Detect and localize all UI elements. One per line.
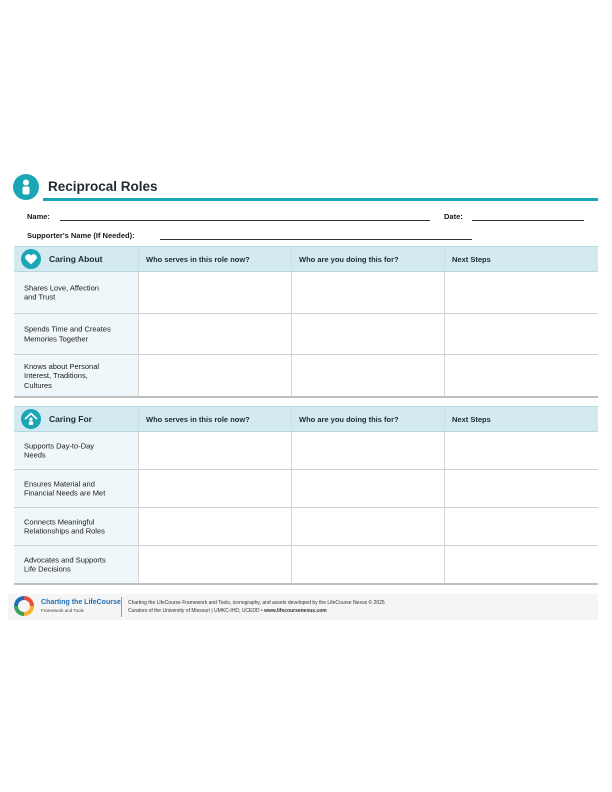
section-header-caring-about (14, 246, 598, 272)
footer (8, 594, 598, 620)
who-serves-cell[interactable] (138, 355, 292, 396)
page-title: Reciprocal Roles (48, 179, 158, 194)
table-row (14, 508, 598, 546)
row-label-cell (14, 470, 139, 507)
section-title: Caring For (49, 414, 92, 424)
row-label-cell (14, 355, 139, 396)
column-divider (138, 247, 139, 271)
row-label-cell (14, 272, 139, 313)
home-person-icon (21, 409, 41, 429)
column-header-who-for: Who are you doing this for? (299, 415, 399, 424)
section-divider (14, 583, 598, 585)
date-field[interactable] (472, 220, 584, 221)
row-label-cell (14, 508, 139, 545)
who-for-cell[interactable] (291, 546, 445, 583)
header-rule (43, 198, 598, 201)
section-title: Caring About (49, 254, 103, 264)
next-steps-cell[interactable] (444, 546, 597, 583)
next-steps-cell[interactable] (444, 355, 597, 396)
name-field[interactable] (60, 220, 430, 221)
table-row (14, 546, 598, 583)
column-divider (444, 247, 445, 271)
who-for-cell[interactable] (291, 470, 445, 507)
supporter-name-label: Supporter's Name (If Needed): (27, 231, 135, 240)
table-row (14, 314, 598, 355)
who-for-cell[interactable] (291, 272, 445, 313)
row-label-cell (14, 432, 139, 469)
column-divider (291, 247, 292, 271)
row-label: Supports Day-to-Day Needs (24, 441, 95, 460)
row-label: Connects Meaningful Relationships and Roles (24, 517, 105, 536)
column-header-who-serves: Who serves in this role now? (146, 415, 250, 424)
row-label-cell (14, 314, 139, 354)
column-header-next-steps: Next Steps (452, 415, 491, 424)
table-row (14, 355, 598, 396)
logo-name: Charting the LifeCourse (41, 599, 121, 606)
row-label-cell (14, 546, 139, 583)
footer-divider (121, 597, 122, 617)
who-serves-cell[interactable] (138, 314, 292, 354)
column-header-who-serves: Who serves in this role now? (146, 255, 250, 264)
who-serves-cell[interactable] (138, 508, 292, 545)
row-label: Advocates and Supports Life Decisions (24, 555, 106, 574)
column-divider (444, 407, 445, 431)
footer-credit: Charting the LifeCourse Framework and Tools, iconography, and assets developed by the LifeCourse Nexus © 2025 (128, 600, 385, 606)
footer-curators (128, 608, 327, 614)
column-divider (138, 407, 139, 431)
next-steps-cell[interactable] (444, 470, 597, 507)
table-row (14, 432, 598, 470)
heart-icon (21, 249, 41, 269)
who-serves-cell[interactable] (138, 546, 292, 583)
who-for-cell[interactable] (291, 355, 445, 396)
column-header-who-for: Who are you doing this for? (299, 255, 399, 264)
column-header-next-steps: Next Steps (452, 255, 491, 264)
supporter-name-field[interactable] (160, 239, 472, 240)
next-steps-cell[interactable] (444, 314, 597, 354)
logo-subtitle: Framework and Tools (41, 608, 84, 613)
who-for-cell[interactable] (291, 314, 445, 354)
row-label: Ensures Material and Financial Needs are Met (24, 479, 106, 498)
column-divider (291, 407, 292, 431)
date-label: Date: (444, 212, 463, 221)
next-steps-cell[interactable] (444, 272, 597, 313)
who-for-cell[interactable] (291, 432, 445, 469)
next-steps-cell[interactable] (444, 508, 597, 545)
who-for-cell[interactable] (291, 508, 445, 545)
footer-link[interactable]: www.lifecoursenexus.com (264, 608, 327, 614)
row-label: Knows about Personal Interest, Traditions, Cultures (24, 361, 100, 390)
who-serves-cell[interactable] (138, 432, 292, 469)
table-row (14, 272, 598, 314)
next-steps-cell[interactable] (444, 432, 597, 469)
footer-curators-text: Curators of the University of Missouri | UMKC-IHD, UCEDD • (128, 608, 265, 614)
lifecourse-logo-icon (14, 596, 34, 616)
table-row (14, 470, 598, 508)
row-label: Shares Love, Affection and Trust (24, 283, 99, 302)
row-label: Spends Time and Creates Memories Together (24, 324, 111, 343)
section-divider (14, 396, 598, 398)
who-serves-cell[interactable] (138, 470, 292, 507)
section-header-caring-for (14, 406, 598, 432)
who-serves-cell[interactable] (138, 272, 292, 313)
name-label: Name: (27, 212, 50, 221)
page-header (13, 174, 598, 202)
person-icon (13, 174, 39, 200)
